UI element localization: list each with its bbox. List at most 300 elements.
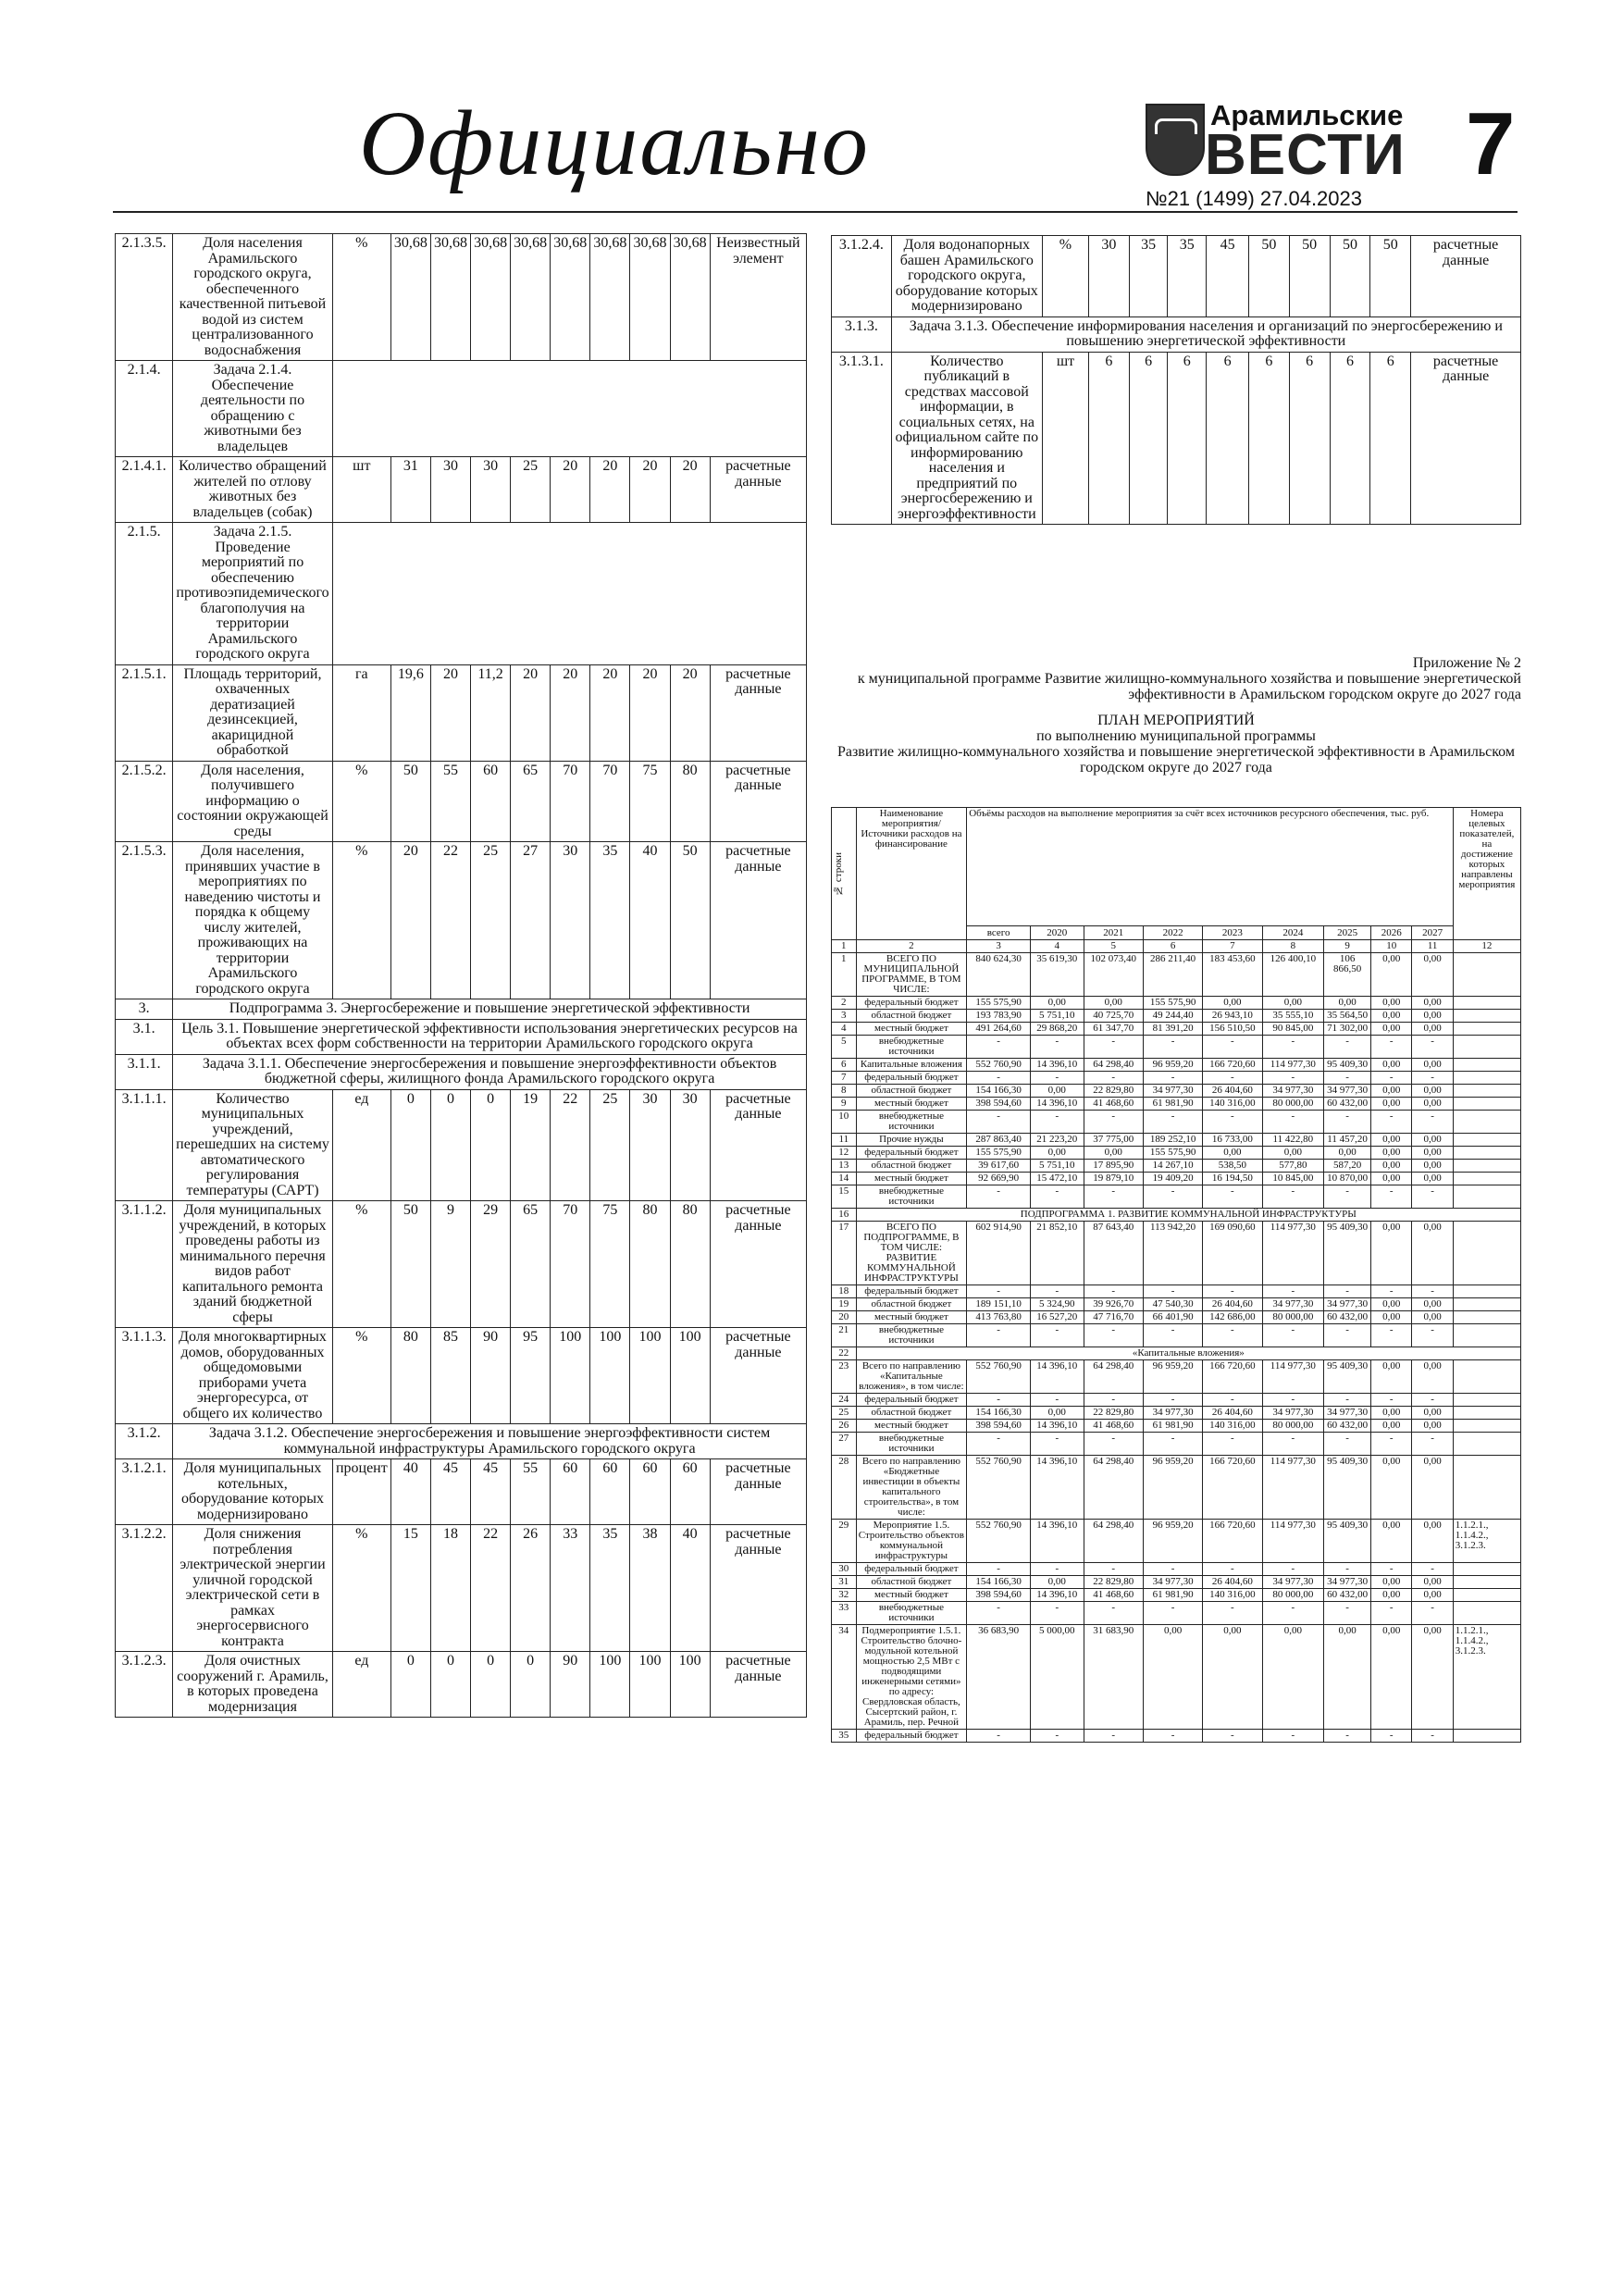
value-cell: 80 [670,761,710,842]
amount-cell: 0,00 [1262,1625,1324,1730]
value-cell: 80 [630,1201,670,1328]
row-id: 3.1.2.1. [116,1459,173,1525]
amount-cell: 37 775,00 [1084,1134,1143,1147]
row-name: внебюджетные источники [856,1111,967,1134]
amount-cell: - [1084,1730,1143,1743]
row-name: местный бюджет [856,1173,967,1185]
indicator-name: Доля снижения потребления электрической энергии уличной городской электрической сети в рамках энергосервисного контракта [173,1525,333,1652]
amount-cell: 0,00 [1262,997,1324,1010]
amount-cell: 0,00 [1371,1298,1412,1311]
value-cell: 6 [1207,352,1249,525]
value-cell: 30 [430,457,470,523]
amount-cell: - [1324,1111,1371,1134]
amount-cell: 34 977,30 [1262,1407,1324,1420]
amount-cell: 398 594,60 [967,1098,1031,1111]
value-cell: 50 [1370,236,1411,317]
source-cell: расчетные данные [710,457,806,523]
amount-cell: 80 000,00 [1262,1311,1324,1324]
target-cell [1453,1111,1520,1134]
column-number: 4 [1030,940,1084,953]
value-cell: 35 [1129,236,1168,317]
amount-cell: - [967,1433,1031,1456]
row-number: 23 [832,1360,857,1394]
target-cell [1453,1298,1520,1311]
column-number: 3 [967,940,1031,953]
row-number: 16 [832,1209,857,1222]
value-cell: 75 [630,761,670,842]
amount-cell: 64 298,40 [1084,1059,1143,1072]
row-number: 19 [832,1298,857,1311]
year-cell: 2022 [1143,926,1202,940]
amount-cell: 0,00 [1324,1147,1371,1160]
target-cell [1453,1576,1520,1589]
target-cell [1453,1134,1520,1147]
value-cell: 50 [670,842,710,999]
target-cell [1453,1085,1520,1098]
empty-cell [332,523,806,665]
value-cell: 50 [1330,236,1370,317]
indicator-name: Доля населения Арамильского городского округа, обеспеченного качественной питьевой водой из систем централизованного водоснабжения [173,234,333,361]
table-row [116,523,807,665]
amount-cell: - [1084,1602,1143,1625]
row-number: 3 [832,1010,857,1023]
amount-cell: - [1084,1285,1143,1298]
row-name: федеральный бюджет [856,1072,967,1085]
value-cell: 90 [551,1652,590,1718]
amount-cell: - [1371,1036,1412,1059]
left-indicator-table [115,233,807,1718]
amount-cell: 166 720,60 [1203,1456,1262,1520]
amount-cell: - [1203,1111,1262,1134]
row-number: 10 [832,1111,857,1134]
source-cell: расчетные данные [1411,352,1521,525]
amount-cell: - [1203,1602,1262,1625]
table-row [832,1602,1521,1625]
amount-cell: 166 720,60 [1203,1360,1262,1394]
amount-cell: 16 194,50 [1203,1173,1262,1185]
table-row [116,1089,807,1201]
row-number: 7 [832,1072,857,1085]
amount-cell: 0,00 [1371,1456,1412,1520]
row-name: областной бюджет [856,1407,967,1420]
indicator-name: Доля населения, получившего информацию о состоянии окружающей среды [173,761,333,842]
amount-cell: - [1412,1185,1453,1209]
value-cell: 65 [511,761,551,842]
value-cell: 30,68 [430,234,470,361]
amount-cell: - [1262,1111,1324,1134]
amount-cell: 154 166,30 [967,1407,1031,1420]
row-name: внебюджетные источники [856,1602,967,1625]
appendix-note [831,655,1521,702]
source-cell: расчетные данные [710,1201,806,1328]
row-name: местный бюджет [856,1098,967,1111]
row-name: Подмероприятие 1.5.1. Строительство блочно-модульной котельной мощностью 2,5 МВт с подводящими инженерными сетями» по адресу: Свердловская область, Сысертский район, г. Арамиль, пер. Речной [856,1625,967,1730]
row-number: 24 [832,1394,857,1407]
amount-cell: 14 396,10 [1030,1360,1084,1394]
row-id: 2.1.4.1. [116,457,173,523]
table-row [832,1098,1521,1111]
amount-cell: 0,00 [1412,1456,1453,1520]
amount-cell: - [967,1730,1031,1743]
amount-cell: 64 298,40 [1084,1456,1143,1520]
row-number: 18 [832,1285,857,1298]
amount-cell: 154 166,30 [967,1576,1031,1589]
amount-cell: - [1203,1433,1262,1456]
empty-cell [332,361,806,457]
column-number: 12 [1453,940,1520,953]
value-cell: 50 [1249,236,1290,317]
amount-cell: - [967,1285,1031,1298]
amount-cell: 840 624,30 [967,953,1031,997]
row-name: федеральный бюджет [856,1563,967,1576]
table-row [832,1360,1521,1394]
amount-cell: 0,00 [1371,953,1412,997]
amount-cell: 0,00 [1371,1222,1412,1285]
amount-cell: 0,00 [1412,1360,1453,1394]
appendix-line2: к муниципальной программе Развитие жилищно-коммунального хозяйства и повышение энергетической эффективности в Арамильском городском округе до 2027 года [857,671,1521,702]
row-number: 22 [832,1347,857,1360]
value-cell: 50 [1289,236,1330,317]
brand-block [1146,99,1406,211]
amount-cell: 126 400,10 [1262,953,1324,997]
amount-cell: - [1143,1185,1202,1209]
value-cell: 60 [670,1459,710,1525]
amount-cell: - [967,1111,1031,1134]
header-volume: Объёмы расходов на выполнение мероприятия за счёт всех источников ресурсного обеспечения, тыс. руб. [967,808,1454,926]
section-heading: «Капитальные вложения» [856,1347,1520,1360]
amount-cell: 5 000,00 [1030,1625,1084,1730]
amount-cell: 26 404,60 [1203,1407,1262,1420]
row-number: 2 [832,997,857,1010]
amount-cell: 287 863,40 [967,1134,1031,1147]
amount-cell: - [967,1394,1031,1407]
amount-cell: 0,00 [1412,1625,1453,1730]
amount-cell: 14 396,10 [1030,1420,1084,1433]
amount-cell: 90 845,00 [1262,1023,1324,1036]
amount-cell: 22 829,80 [1084,1407,1143,1420]
amount-cell: - [1143,1324,1202,1347]
table-row [116,1201,807,1328]
amount-cell: 0,00 [1030,1576,1084,1589]
amount-cell: 538,50 [1203,1160,1262,1173]
issue-number: №21 (1499) 27.04.2023 [1146,187,1362,210]
row-number: 15 [832,1185,857,1209]
amount-cell: 0,00 [1412,1098,1453,1111]
amount-cell: 80 000,00 [1262,1589,1324,1602]
header-row [832,808,1521,926]
row-id: 3.1.2.4. [832,236,892,317]
row-number: 13 [832,1160,857,1173]
row-name: федеральный бюджет [856,997,967,1010]
amount-cell: 41 468,60 [1084,1098,1143,1111]
unit-cell: % [332,1525,390,1652]
year-cell: 2027 [1412,926,1453,940]
table-row [116,842,807,999]
amount-cell: - [1203,1036,1262,1059]
amount-cell: 398 594,60 [967,1589,1031,1602]
amount-cell: - [1203,1324,1262,1347]
amount-cell: 0,00 [1371,1589,1412,1602]
amount-cell: - [1030,1285,1084,1298]
amount-cell: - [1143,1036,1202,1059]
value-cell: 100 [670,1652,710,1718]
target-cell [1453,1360,1520,1394]
amount-cell: 14 396,10 [1030,1589,1084,1602]
row-name: местный бюджет [856,1023,967,1036]
amount-cell: - [967,1602,1031,1625]
amount-cell: - [967,1072,1031,1085]
amount-cell: - [1412,1036,1453,1059]
amount-cell: - [1084,1185,1143,1209]
amount-cell: 80 000,00 [1262,1098,1324,1111]
table-row [116,1054,807,1089]
amount-cell: 0,00 [1412,1085,1453,1098]
amount-cell: 0,00 [1371,1360,1412,1394]
amount-cell: - [1030,1185,1084,1209]
column-number-row [832,940,1521,953]
value-cell: 0 [511,1652,551,1718]
table-row [832,1324,1521,1347]
amount-cell: - [1030,1563,1084,1576]
amount-cell: - [1262,1285,1324,1298]
value-cell: 55 [511,1459,551,1525]
value-cell: 20 [590,457,630,523]
amount-cell: 0,00 [1412,997,1453,1010]
amount-cell: 26 404,60 [1203,1085,1262,1098]
value-cell: 60 [551,1459,590,1525]
value-cell: 30,68 [630,234,670,361]
value-cell: 20 [590,664,630,761]
amount-cell: - [1371,1072,1412,1085]
amount-cell: - [1030,1602,1084,1625]
row-id: 3. [116,999,173,1020]
value-cell: 6 [1370,352,1411,525]
amount-cell: 16 733,00 [1203,1134,1262,1147]
amount-cell: 0,00 [1412,1311,1453,1324]
target-cell [1453,1185,1520,1209]
target-cell [1453,1160,1520,1173]
amount-cell: 60 432,00 [1324,1420,1371,1433]
amount-cell: 26 943,10 [1203,1010,1262,1023]
row-number: 30 [832,1563,857,1576]
value-cell: 40 [390,1459,430,1525]
row-id: 3.1.1. [116,1054,173,1089]
target-cell [1453,1285,1520,1298]
table-row [832,1347,1521,1360]
value-cell: 31 [390,457,430,523]
value-cell: 100 [551,1328,590,1424]
value-cell: 30,68 [511,234,551,361]
amount-cell: 189 252,10 [1143,1134,1202,1147]
amount-cell: - [1412,1730,1453,1743]
year-cell: всего [967,926,1031,940]
amount-cell: - [1324,1730,1371,1743]
column-number: 2 [856,940,967,953]
amount-cell: 96 959,20 [1143,1059,1202,1072]
value-cell: 20 [551,457,590,523]
amount-cell: - [1371,1394,1412,1407]
amount-cell: 0,00 [1412,1023,1453,1036]
amount-cell: - [1412,1072,1453,1085]
row-id: 3.1.2.2. [116,1525,173,1652]
amount-cell: 552 760,90 [967,1059,1031,1072]
amount-cell: - [1084,1036,1143,1059]
amount-cell: - [1371,1602,1412,1625]
unit-cell: процент [332,1459,390,1525]
table-row [832,1407,1521,1420]
amount-cell: 114 977,30 [1262,1456,1324,1520]
amount-cell: 0,00 [1412,1589,1453,1602]
amount-cell: 0,00 [1371,1625,1412,1730]
value-cell: 100 [630,1652,670,1718]
row-name: внебюджетные источники [856,1036,967,1059]
value-cell: 30 [551,842,590,999]
row-name: Капитальные вложения [856,1059,967,1072]
amount-cell: 61 981,90 [1143,1098,1202,1111]
amount-cell: 14 396,10 [1030,1059,1084,1072]
amount-cell: 41 468,60 [1084,1420,1143,1433]
amount-cell: - [1143,1394,1202,1407]
table-row [832,1209,1521,1222]
indicator-name: Доля очистных сооружений г. Арамиль, в которых проведена модернизация [173,1652,333,1718]
value-cell: 40 [670,1525,710,1652]
amount-cell: - [1324,1036,1371,1059]
amount-cell: 154 166,30 [967,1085,1031,1098]
amount-cell: 26 404,60 [1203,1298,1262,1311]
table-row [832,1111,1521,1134]
row-name: областной бюджет [856,1576,967,1589]
amount-cell: 61 347,70 [1084,1023,1143,1036]
target-cell [1453,1098,1520,1111]
amount-cell: 29 868,20 [1030,1023,1084,1036]
amount-cell: 35 619,30 [1030,953,1084,997]
amount-cell: 0,00 [1371,1160,1412,1173]
unit-cell: % [332,234,390,361]
table-row [116,664,807,761]
value-cell: 22 [551,1089,590,1201]
amount-cell: 0,00 [1371,1520,1412,1563]
table-row [116,999,807,1020]
amount-cell: 0,00 [1371,1576,1412,1589]
row-number: 1 [832,953,857,997]
row-number: 32 [832,1589,857,1602]
table-row [832,1036,1521,1059]
value-cell: 0 [430,1089,470,1201]
row-id: 3.1.2.3. [116,1652,173,1718]
amount-cell: - [1143,1285,1202,1298]
amount-cell: 0,00 [1030,1147,1084,1160]
amount-cell: - [1262,1563,1324,1576]
indicator-name: Доля многоквартирных домов, оборудованных общедомовыми приборами учета энергоресурса, от общего их количество [173,1328,333,1424]
table-row [832,1433,1521,1456]
table-row [832,1589,1521,1602]
target-cell [1453,997,1520,1010]
value-cell: 15 [390,1525,430,1652]
amount-cell: 14 396,10 [1030,1456,1084,1520]
value-cell: 65 [511,1201,551,1328]
row-number: 5 [832,1036,857,1059]
amount-cell: 40 725,70 [1084,1010,1143,1023]
value-cell: 90 [471,1328,511,1424]
amount-cell: 10 845,00 [1262,1173,1324,1185]
target-cell [1453,1602,1520,1625]
amount-cell: - [1262,1730,1324,1743]
amount-cell: 34 977,30 [1143,1576,1202,1589]
target-cell [1453,1147,1520,1160]
amount-cell: 19 879,10 [1084,1173,1143,1185]
amount-cell: - [1371,1185,1412,1209]
value-cell: 6 [1249,352,1290,525]
table-row [116,1424,807,1459]
target-cell [1453,1010,1520,1023]
value-cell: 55 [430,761,470,842]
amount-cell: 5 751,10 [1030,1160,1084,1173]
amount-cell: 26 404,60 [1203,1576,1262,1589]
table-row [832,1285,1521,1298]
amount-cell: 0,00 [1371,1147,1412,1160]
table-row [832,1625,1521,1730]
amount-cell: 36 683,90 [967,1625,1031,1730]
table-row [832,1134,1521,1147]
table-row [116,1652,807,1718]
value-cell: 100 [590,1652,630,1718]
table-row [116,1459,807,1525]
plan-title: ПЛАН МЕРОПРИЯТИЙ [1097,713,1255,728]
row-number: 29 [832,1520,857,1563]
value-cell: 30,68 [670,234,710,361]
table-row [832,1160,1521,1173]
amount-cell: 14 396,10 [1030,1520,1084,1563]
row-number: 21 [832,1324,857,1347]
amount-cell: 19 409,20 [1143,1173,1202,1185]
amount-cell: 183 453,60 [1203,953,1262,997]
amount-cell: 114 977,30 [1262,1059,1324,1072]
row-id: 2.1.4. [116,361,173,457]
target-cell [1453,1420,1520,1433]
amount-cell: 155 575,90 [967,1147,1031,1160]
amount-cell: 0,00 [1412,1407,1453,1420]
table-row [832,1563,1521,1576]
table-row [832,236,1521,317]
header-num [832,808,857,940]
amount-cell: - [1143,1563,1202,1576]
amount-cell: 66 401,90 [1143,1311,1202,1324]
amount-cell: 166 720,60 [1203,1059,1262,1072]
amount-cell: 577,80 [1262,1160,1324,1173]
value-cell: 80 [670,1201,710,1328]
row-name: местный бюджет [856,1311,967,1324]
row-number: 34 [832,1625,857,1730]
amount-cell: 35 564,50 [1324,1010,1371,1023]
row-id: 3.1.2. [116,1424,173,1459]
brand-top: Арамильские [1210,99,1404,131]
amount-cell: 398 594,60 [967,1420,1031,1433]
amount-cell: 0,00 [1371,1173,1412,1185]
column-number: 7 [1203,940,1262,953]
target-cell [1453,1222,1520,1285]
amount-cell: 0,00 [1412,1222,1453,1285]
amount-cell: - [1143,1433,1202,1456]
amount-cell: 114 977,30 [1262,1360,1324,1394]
amount-cell: 0,00 [1143,1625,1202,1730]
row-id: 3.1.1.2. [116,1201,173,1328]
value-cell: 30 [1088,236,1129,317]
amount-cell: 16 527,20 [1030,1311,1084,1324]
amount-cell: 0,00 [1412,1576,1453,1589]
unit-cell: % [332,1201,390,1328]
amount-cell: 0,00 [1412,1059,1453,1072]
target-cell [1453,953,1520,997]
